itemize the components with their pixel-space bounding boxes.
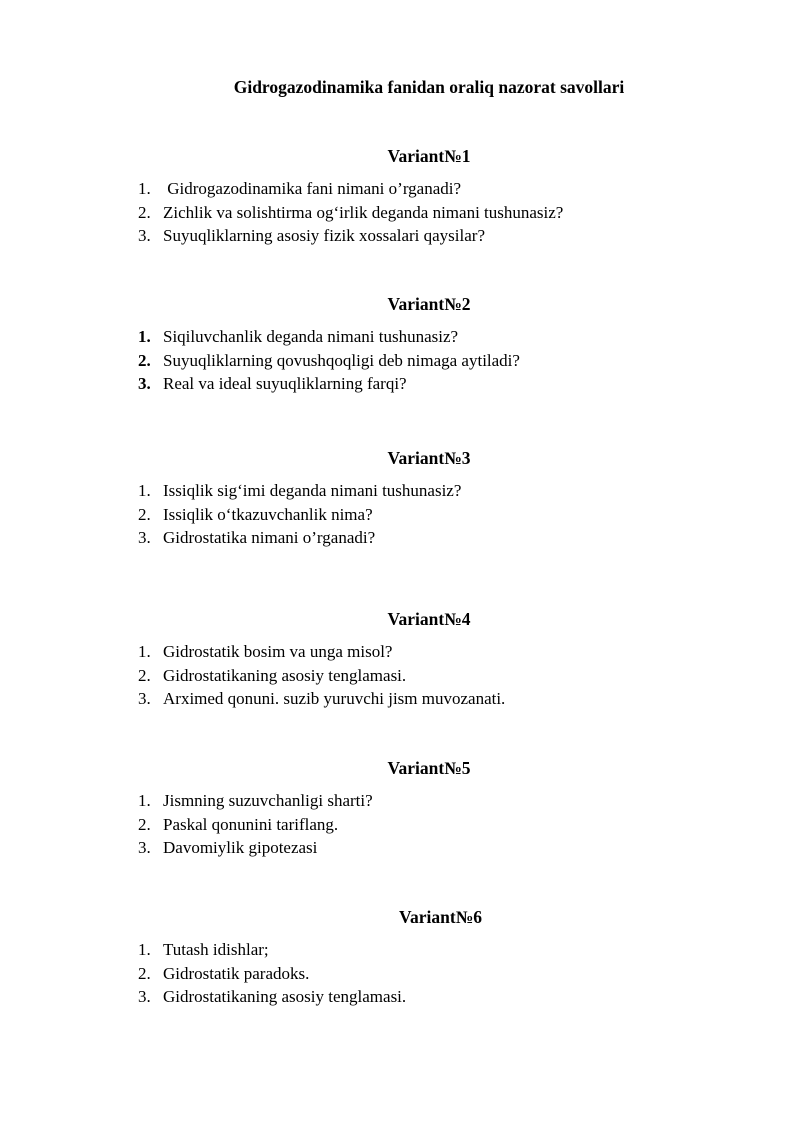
- question-text: Gidrostatikaning asosiy tenglamasi.: [163, 665, 407, 685]
- variant-heading: Variant№2: [387, 294, 471, 314]
- variant-heading: Variant№6: [398, 907, 483, 927]
- question-item: [138, 962, 406, 986]
- question-text: Jismning suzuvchanligi sharti?: [163, 791, 373, 810]
- question-item: [138, 201, 563, 225]
- question-item: [138, 836, 373, 860]
- variant-heading: Variant№4: [387, 609, 471, 629]
- question-item: [138, 526, 461, 550]
- question-item: [138, 479, 461, 503]
- question-number: 2.: [138, 963, 151, 983]
- question-item: [138, 224, 563, 248]
- question-item: [138, 664, 505, 688]
- variant-heading: Variant№1: [387, 146, 471, 166]
- question-number: 1.: [138, 481, 151, 500]
- question-list: [138, 789, 373, 860]
- question-number: 3.: [138, 838, 151, 857]
- question-number: 3.: [138, 987, 151, 1006]
- question-item: [138, 503, 461, 527]
- document-title: Gidrogazodinamika fanidan oraliq nazorat savollari: [233, 77, 625, 97]
- question-text: Arximed qonuni. suzib yuruvchi jism muvozanati.: [163, 689, 506, 708]
- question-text: Gidrostatika nimani o’rganadi?: [163, 528, 376, 547]
- question-item: [138, 789, 373, 813]
- question-text: Real va ideal suyuqliklarning farqi?: [163, 374, 407, 393]
- question-list: [138, 479, 461, 550]
- question-number: 1.: [138, 940, 151, 959]
- question-number: 1.: [138, 642, 151, 661]
- question-item: [138, 325, 520, 349]
- question-item: [138, 813, 373, 837]
- question-text: Gidrostatik paradoks.: [163, 963, 310, 983]
- question-item: [138, 349, 520, 373]
- question-number: 2.: [138, 665, 151, 685]
- question-text: Gidrostatikaning asosiy tenglamasi.: [163, 987, 407, 1006]
- question-number: 1.: [138, 791, 151, 810]
- question-number: 1.: [138, 179, 151, 198]
- question-item: [138, 372, 520, 396]
- variant-heading: Variant№5: [387, 758, 471, 778]
- question-text: Issiqlik sig‘imi deganda nimani tushunasiz?: [163, 481, 462, 500]
- question-number: 2.: [138, 350, 151, 370]
- question-number: 3.: [138, 226, 151, 245]
- question-list: [138, 640, 505, 711]
- question-number: 2.: [138, 814, 151, 834]
- question-text: Zichlik va solishtirma og‘irlik deganda nimani tushunasiz?: [163, 202, 564, 222]
- question-number: 3.: [138, 374, 151, 393]
- question-text: Tutash idishlar;: [163, 940, 269, 959]
- question-text: Issiqlik o‘tkazuvchanlik nima?: [163, 504, 373, 524]
- question-item: [138, 938, 406, 962]
- question-text: Siqiluvchanlik deganda nimani tushunasiz?: [163, 327, 459, 346]
- question-text: Davomiylik gipotezasi: [163, 838, 318, 857]
- variant-heading: Variant№3: [387, 448, 471, 468]
- question-text: Gidrogazodinamika fani nimani o’rganadi?: [163, 179, 462, 198]
- question-item: [138, 687, 505, 711]
- question-item: [138, 640, 505, 664]
- question-number: 2.: [138, 504, 151, 524]
- question-number: 3.: [138, 689, 151, 708]
- question-item: [138, 985, 406, 1009]
- question-number: 3.: [138, 528, 151, 547]
- question-list: [138, 325, 520, 396]
- question-text: Paskal qonunini tariflang.: [163, 814, 339, 834]
- question-number: 2.: [138, 202, 151, 222]
- question-text: Gidrostatik bosim va unga misol?: [163, 642, 393, 661]
- question-text: Suyuqliklarning asosiy fizik xossalari qaysilar?: [163, 226, 485, 245]
- question-number: 1.: [138, 327, 151, 346]
- question-list: [138, 177, 563, 248]
- question-text: Suyuqliklarning qovushqoqligi deb nimaga aytiladi?: [163, 350, 520, 370]
- question-list: [138, 938, 406, 1009]
- question-item: [138, 177, 563, 201]
